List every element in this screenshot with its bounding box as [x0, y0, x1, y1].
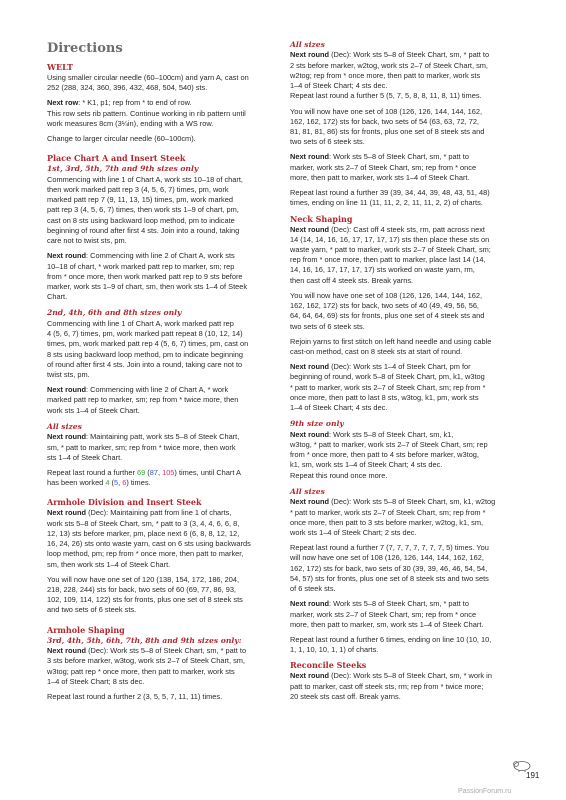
ninth-size-next-round-paragraph: Next round: Work sts 5–8 of Steek Chart, sm, k1, w3tog, * patt to marker, work sts 2–7 of Steek Chart, sm; rep from * once more, then patt to 4 sts before marker, w3tog, k1, sm, work sts 1–4 of Steek Chart; 4 sts dec. Repeat this round once more. [290, 429, 488, 480]
welt-needle-change-paragraph: Change to larger circular needle (60–100cm). [47, 134, 196, 144]
all-sizes-dec-paragraph: Next round (Dec): Work sts 5–8 of Steek Chart, sm, * patt to 2 sts before marker, w2tog, work sts 2–7 of Steek Chart, sm, w2tog; rep from * once more, then patt to marker, work sts 1–4 of Steek Chart; 4 sts dec. Repeat last round a further 5 (5, 7, 5, 8, 8, 11, 8, 11) times. [290, 50, 490, 101]
neck-repeat-paragraph: Repeat last round a further 6 times, ending on line 10 (10, 10, 1, 1, 10, 10, 1, 1) of charts. [290, 634, 492, 655]
neck-shaping-heading: Neck Shaping [290, 213, 353, 224]
odd-sizes-subheading: 1st, 3rd, 5th, 7th and 9th sizes only [47, 164, 199, 174]
all-sizes-stitch-count-paragraph: You will now have one set of 108 (126, 126, 144, 144, 162, 162, 162, 172) sts for back, two sets of 54 (63, 63, 72, 72, 81, 81, 81, 86) sts for fronts, plus one set of 8 steek sts and two sets of 6 steek sts. [290, 106, 485, 147]
neck-next-round-paragraph: Next round: Work sts 5–8 of Steek Chart, sm, * patt to marker, work sts 2–7 of Steek Chart, sm; rep from * once more, then patt to marker, sm, work sts 1–4 of Steek Chart. [290, 599, 484, 629]
armhole-shaping-sizes-subheading: 3rd, 4th, 5th, 6th, 7th, 8th and 9th sizes only: [47, 635, 242, 645]
armhole-shaping-next-round-paragraph: Next round (Dec): Work sts 5–8 of Steek Chart, sm, * patt to 3 sts before marker, w3tog, work sts 2–7 of Steek Chart, sm, w3tog; patt rep * once more, then patt to marker, work sts 1–4 of Steek Chart; 8 sts dec. [47, 646, 247, 686]
even-sizes-next-round-paragraph: Next round: Commencing with line 2 of Chart A, * work marked patt rep to marker, sm; rep from * twice more, then work sts 1–4 of Steek Chart. [47, 385, 239, 415]
repeat-chart-a-paragraph: Repeat last round a further 69 (87, 105) times, until Chart A has been worked 4 (5, 6) times. [47, 467, 241, 488]
all-sizes-next-round-paragraph-right: Next round: Work sts 5–8 of Steek Chart, sm, * patt to marker, work sts 2–7 of Steek Chart, sm; rep from * once more, then patt to marker, work sts 1–4 of Steek Chart. [290, 152, 477, 182]
armhole-division-next-round-paragraph: Next round (Dec): Maintaining patt from line 1 of charts, work sts 5–8 of Steek Chart, sm, * patt to 3 (3, 4, 4, 6, 6, 8, 12, 13) sts before marker, pm, place next 6 (6, 8, 8, 12, 12, 16, 24, 26) sts onto waste yarn, cast on 6 sts using backwards loop method, pm; rep from * once more, then patt to marker, sm, then work sts 1–4 of Steek Chart. [47, 508, 251, 569]
all-sizes-neck-subheading: All sizes [290, 486, 325, 496]
neck-rejoin-paragraph: Rejoin yarns to first stitch on left hand needle and using cable cast-on method, cast on 8 steek sts at start of round. [290, 336, 492, 356]
right-column [290, 40, 520, 707]
ninth-size-subheading: 9th size only [290, 419, 344, 429]
all-sizes-repeat-paragraph: Repeat last round a further 39 (39, 34, 44, 39, 48, 43, 51, 48) times, ending on line 11 (11, 11, 2, 2, 11, 11, 2, 2) of charts. [290, 188, 490, 208]
armhole-division-stitch-count-paragraph: You will now have one set of 120 (138, 154, 172, 186, 204, 218, 228, 244) sts for back, two sets of 60 (69, 77, 86, 93, 102, 109, 114, 122) sts for fronts, plus one set of 8 steek sts and two sets of 6 steek sts. [47, 574, 243, 615]
welt-heading: WELT [47, 61, 74, 72]
page-title: Directions [47, 41, 123, 56]
armhole-shaping-repeat-paragraph: Repeat last round a further 2 (3, 5, 5, 7, 11, 11) times. [47, 692, 223, 701]
all-sizes-next-round-paragraph: Next round: Maintaining patt, work sts 5–8 of Steek Chart, sm, * patt to marker, sm; rep from * twice more, then work sts 1–4 of Steek Chart. [47, 432, 240, 462]
page-number: 191 [526, 771, 540, 780]
reconcile-steeks-paragraph: Next round (Dec): Work sts 5–8 of Steek Chart, sm, * work in patt to marker, cast off steek sts, rm; rep from * twice more; 20 steek sts cast off. Break yarns. [290, 671, 492, 701]
neck-cast-off-paragraph: Next round (Dec): Cast off 4 steek sts, rm, patt across next 14 (14, 14, 16, 16, 17, 17, 17, 17) sts then place these sts on waste yarn, * patt to marker, work sts 2–7 of Steek Chart, sm; rep from * once more, then patt to marker, place last 14 (14, 14, 16, 16, 17, 17, 17, 17) sts worked on waste yarn, rm, then cast off 4 steek sts. Break yarns. [290, 224, 491, 285]
odd-sizes-next-round-paragraph: Next round: Commencing with line 2 of Chart A, work sts 10–18 of chart, * work marked patt rep to marker, sm; rep from * once more, then work marked patt rep to 9 sts before marker, work sts 1–9 of chart, sm, then work sts 1–4 of Steek Chart. [47, 251, 248, 302]
welt-cast-on-paragraph: Using smaller circular needle (60–100cm) and yarn A, cast on 252 (288, 324, 360, 396, 432, 468, 504, 540) sts. [47, 72, 249, 93]
welt-rib-paragraph: Next row: * K1, p1; rep from * to end of row. This row sets rib pattern. Continue working in rib pattern until work measures 8cm (3¼in), ending with a WS row. [47, 98, 246, 128]
reconcile-steeks-heading: Reconcile Steeks [290, 660, 367, 671]
neck-stitch-count-paragraph: You will now have one set of 108 (126, 126, 144, 144, 162, 162, 162, 172) sts for back, two sets of 40 (49, 49, 56, 56, 64, 64, 64, 69) sts for fronts, plus one set of 4 steek sts and two sets of 6 steek sts. [290, 290, 485, 331]
odd-sizes-cast-on-paragraph: Commencing with line 1 of Chart A, work sts 10–18 of chart, then work marked patt rep 3 (4, 5, 6, 7) times, pm, work marked patt rep 7 (9, 11, 13, 15) times, pm, work marked patt rep 3 (4, 5, 6, 7) times, then work sts 1–9 of chart, pm, cast on 8 sts using backward loop method, pm to indicate beginning of round after first 4 sts. Join into a round, taking care not to twist sts, pm. [47, 174, 243, 246]
all-sizes-subheading-right: All sizes [290, 40, 325, 49]
armhole-shaping-heading: Armhole Shaping [47, 624, 125, 635]
place-chart-heading: Place Chart A and Insert Steek [47, 153, 186, 164]
left-column [47, 40, 275, 707]
all-sizes-neck-dec-paragraph: Next round (Dec): Work sts 5–8 of Steek Chart, sm, k1, w2tog * patt to marker, work sts 2–7 of Steek Chart, sm; rep from * once more, then patt to 3 sts before marker, w2tog, k1, sm, work sts 1–4 of Steek Chart; 2 sts dec. [290, 497, 496, 537]
even-sizes-subheading: 2nd, 4th, 6th and 8th sizes only [47, 308, 182, 318]
armhole-division-heading: Armhole Division and Insert Steek [47, 497, 202, 508]
neck-dec-paragraph: Next round (Dec): Work sts 1–4 of Steek Chart, pm for beginning of round, work 5–8 of Steek Chart, pm, k1, w3tog * patt to marker, work sts 2–7 of Steek Chart, sm; rep from * once more, then patt to last 8 sts, w3tog, k1, pm, work sts 1–4 of Steek Chart; 4 sts dec. [290, 362, 486, 413]
all-sizes-subheading: All sizes [47, 421, 82, 431]
all-sizes-neck-repeat-paragraph: Repeat last round a further 7 (7, 7, 7, 7, 7, 7, 7, 5) times. You will now have one set of 108 (126, 126, 144, 144, 162, 162, 162, 172) sts for back, two sets of 30 (39, 39, 46, 46, 54, 54, 54, 57) sts for fronts, plus one set of 8 steek sts and two sets of 6 steek sts. [290, 543, 489, 594]
even-sizes-cast-on-paragraph: Commencing with line 1 of Chart A, work marked patt rep 4 (5, 6, 7) times, pm, work marked patt repeat 8 (10, 12, 14) times, pm, work marked patt rep 4 (5, 6, 7) times, pm, cast on 8 sts using backward loop method, pm to indicate beginning of round after first 4 sts. Join into a round, taking care not to twist sts, pm. [47, 318, 249, 379]
site-watermark: PassionForum.ru [458, 788, 512, 795]
